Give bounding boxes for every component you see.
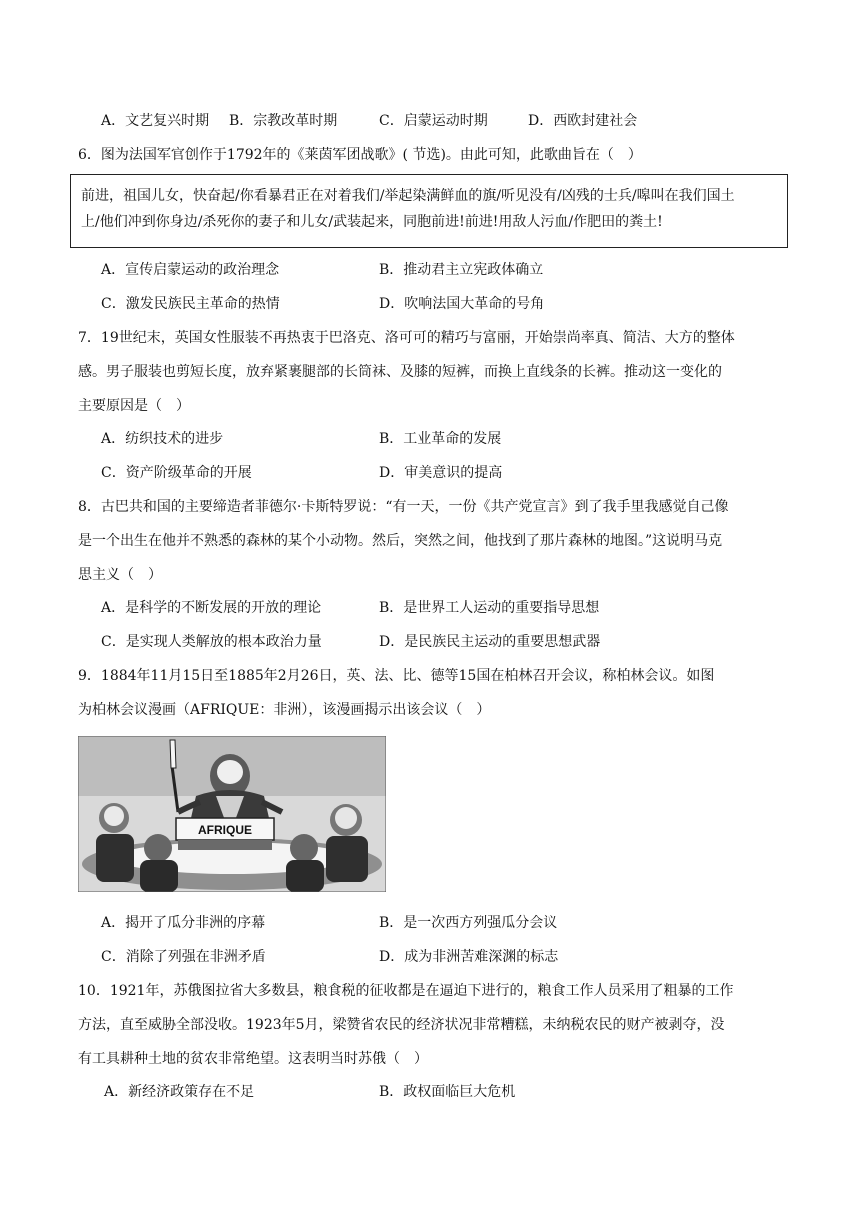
q8-stem-line-2: 是一个出生在他并不熟悉的森林的某个小动物。然后，突然之间，他找到了那片森林的地图。”这说明马克 [78, 533, 723, 549]
q8-option-b: B．是世界工人运动的重要指导思想 [379, 600, 600, 616]
q8-option-c: C．是实现人类解放的根本政治力量 [101, 634, 322, 650]
q9-option-a: A．揭开了瓜分非洲的序幕 [101, 915, 266, 931]
q9-stem-line-1: 9．1884年11月15日至1885年2月26日，英、法、比、德等15国在柏林召开会议，称柏林会议。如图 [78, 668, 715, 684]
q7-stem-line-1: 7．19世纪末，英国女性服装不再热衷于巴洛克、洛可可的精巧与富丽，开始崇尚率真、简洁、大方的整体 [78, 330, 735, 346]
q10-stem-line-2: 方法，直至威胁全部没收。1923年5月，梁赞省农民的经济状况非常糟糕，未纳税农民的财产被剥夺，没 [78, 1017, 725, 1033]
q10-stem-line-3: 有工具耕种土地的贫农非常绝望。这表明当时苏俄（ ） [78, 1051, 428, 1067]
q10-option-a: A．新经济政策存在不足 [104, 1084, 255, 1100]
q5-option-b: B．宗教改革时期 [229, 113, 338, 129]
q5-option-a: A．文艺复兴时期 [101, 113, 210, 129]
q6-quote-line-2: 上/他们冲到你身边/杀死你的妻子和儿女/武装起来，同胞前进!前进!用敌人污血/作肥田的粪土! [81, 214, 663, 230]
q8-stem-line-3: 思主义（ ） [78, 567, 162, 583]
q7-option-b: B．工业革命的发展 [379, 431, 502, 447]
q8-stem-line-1: 8．古巴共和国的主要缔造者菲德尔·卡斯特罗说：“有一天，一份《共产党宣言》到了我手里我感觉自己像 [78, 499, 729, 515]
q6-stem: 6．图为法国军官创作于1792年的《莱茵军团战歌》( 节选)。由此可知，此歌曲旨在（ ） [78, 147, 642, 163]
q6-option-c: C．激发民族民主革命的热情 [101, 296, 280, 312]
q10-stem-line-1: 10．1921年，苏俄图拉省大多数县，粮食税的征收都是在逼迫下进行的，粮食工作人员采用了粗暴的工作 [78, 983, 734, 999]
q6-option-a: A．宣传启蒙运动的政治理念 [101, 262, 280, 278]
q5-option-c: C．启蒙运动时期 [379, 113, 488, 129]
q9-option-d: D．成为非洲苦难深渊的标志 [379, 949, 559, 965]
berlin-conference-cartoon [78, 736, 386, 892]
q7-stem-line-2: 感。男子服装也剪短长度，放弃紧裹腿部的长筒袜、及膝的短裤，而换上直线条的长裤。推动这一变化的 [78, 364, 722, 380]
q10-option-b: B．政权面临巨大危机 [379, 1084, 516, 1100]
q9-option-c: C．消除了列强在非洲矛盾 [101, 949, 266, 965]
q6-quote-line-1: 前进，祖国儿女，快奋起/你看暴君正在对着我们/举起染满鲜血的旗/听见没有/凶残的士兵/嗥叫在我们国土 [81, 188, 735, 204]
q7-stem-line-3: 主要原因是（ ） [78, 398, 190, 414]
q8-option-a: A．是科学的不断发展的开放的理论 [101, 600, 322, 616]
q7-option-d: D．审美意识的提高 [379, 465, 503, 481]
q5-option-d: D．西欧封建社会 [528, 113, 638, 129]
q7-option-a: A．纺织技术的进步 [101, 431, 224, 447]
q6-option-b: B．推动君主立宪政体确立 [379, 262, 544, 278]
q6-quote-box [70, 174, 788, 248]
q9-stem-line-2: 为柏林会议漫画（AFRIQUE：非洲），该漫画揭示出该会议（ ） [78, 702, 491, 718]
afrique-label: AFRIQUE [198, 823, 252, 837]
q6-option-d: D．吹响法国大革命的号角 [379, 296, 545, 312]
q8-option-d: D．是民族民主运动的重要思想武器 [379, 634, 601, 650]
q9-option-b: B．是一次西方列强瓜分会议 [379, 915, 558, 931]
q7-option-c: C．资产阶级革命的开展 [101, 465, 252, 481]
